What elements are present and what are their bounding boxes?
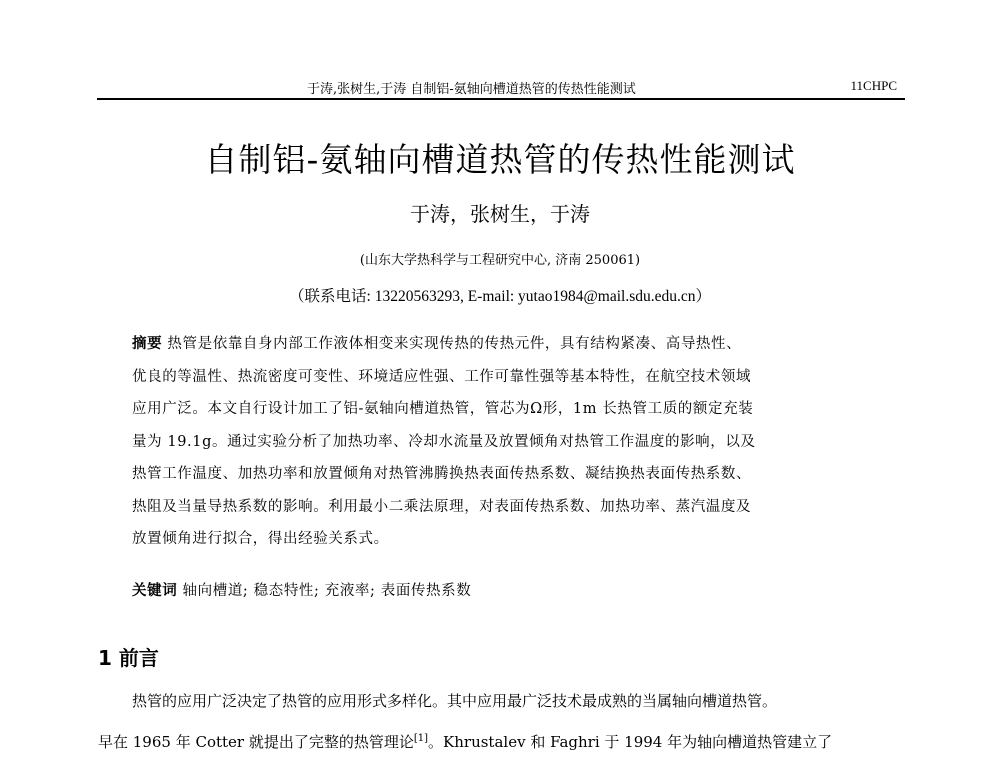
contact-info: （联系电话: 13220563293, E-mail: yutao1984@mail.sdu.edu.cn） [289, 288, 711, 305]
keywords [132, 579, 471, 600]
abstract-line: 放置倾角进行拟合，得出经验关系式。 [132, 531, 389, 547]
body-text [98, 682, 908, 758]
running-header [97, 74, 905, 100]
abstract [132, 328, 877, 556]
paper-affiliation: (山东大学热科学与工程研究中心, 济南 250061) [359, 253, 641, 268]
abstract-line: 量为 19.1g。通过实验分析了加热功率、冷却水流量及放置倾角对热管工作温度的影响，以及 [132, 433, 756, 450]
abstract-text: 热管是依靠自身内部工作液体相变来实现传热的传热元件，具有结构紧凑、高导热性、 [167, 336, 742, 352]
abstract-line: 应用广泛。本文自行设计加工了铝-氨轴向槽道热管，管芯为Ω形，1m 长热管工质的额定充装 [132, 401, 754, 417]
paper-authors: 于涛，张树生，于涛 [410, 202, 590, 226]
abstract-line: 热阻及当量导热系数的影响。利用最小二乘法原理，对表面传热系数、加热功率、蒸汽温度及 [132, 498, 752, 515]
body-line [98, 720, 908, 758]
abstract-line [132, 328, 877, 361]
paper-title: 自制铝-氨轴向槽道热管的传热性能测试 [204, 140, 796, 179]
body-line: 热管的应用广泛决定了热管的应用形式多样化。其中应用最广泛技术最成熟的当属轴向槽道热管。 [132, 692, 778, 710]
conference-label: 11CHPC [850, 78, 897, 93]
abstract-line: 优良的等温性、热流密度可变性、环境适应性强、工作可靠性强等基本特性，在航空技术领域 [132, 368, 752, 385]
running-title: 于涛,张树生,于涛 自制铝-氨轴向槽道热管的传热性能测试 [307, 82, 636, 97]
abstract-line: 热管工作温度、加热功率和放置倾角对热管沸腾换热表面传热系数、凝结换热表面传热系数、 [132, 466, 752, 482]
keywords-text: 轴向槽道; 稳态特性; 充液率; 表面传热系数 [182, 583, 472, 599]
body-text-segment: 早在 1965 年 Cotter 就提出了完整的热管理论 [98, 733, 414, 751]
section-heading: 1 前言 [98, 646, 159, 670]
citation-ref[interactable]: [1] [413, 733, 429, 744]
keywords-label: 关键词 [132, 583, 178, 599]
abstract-label: 摘要 [132, 336, 163, 352]
body-text-segment: 。Khrustalev 和 Faghri 于 1994 年为轴向槽道热管建立了 [428, 733, 833, 751]
